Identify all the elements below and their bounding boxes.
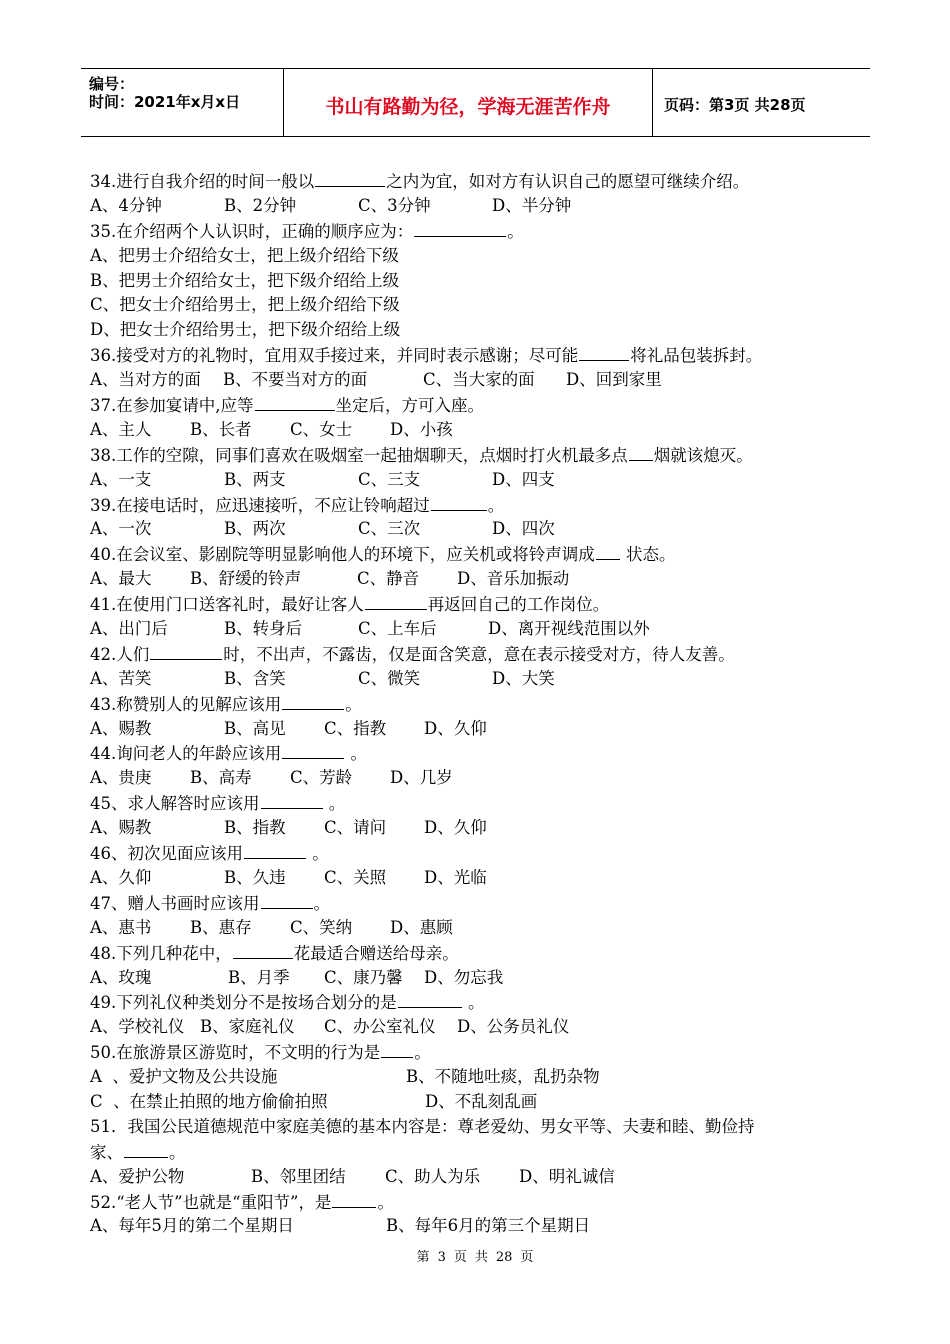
- option: B、高见: [224, 718, 286, 738]
- option: C、指教: [324, 718, 387, 738]
- option: A、主人: [90, 419, 152, 439]
- option: A、爱护公物: [90, 1166, 185, 1186]
- option: B、不随地吐痰，乱扔杂物: [406, 1067, 600, 1087]
- header-table: [81, 68, 870, 137]
- option: B、邻里团结: [251, 1166, 346, 1186]
- question-text: 43.称赞别人的见解应该用: [90, 694, 282, 714]
- answer-blank: [398, 990, 462, 1008]
- option: C、当大家的面: [423, 370, 535, 390]
- option: B、久违: [224, 867, 286, 887]
- option: B、不要当对方的面: [223, 370, 368, 390]
- answer-blank: [282, 692, 344, 710]
- question-text: 44.询问老人的年龄应该用: [90, 744, 282, 764]
- question-text: 35.在介绍两个人认识时，正确的顺序应为：: [90, 221, 414, 241]
- option: D、小孩: [390, 419, 453, 439]
- question-text: 。: [414, 1043, 431, 1063]
- option-row: [90, 468, 870, 493]
- option: D、半分钟: [492, 195, 572, 215]
- option: D、四支: [492, 469, 555, 489]
- document-time-label: 时间：2021年x月x日: [89, 93, 241, 111]
- option-row: [90, 966, 870, 991]
- option: C、助人为乐: [385, 1166, 481, 1186]
- option: A、当对方的面: [90, 370, 201, 390]
- option-row: [90, 617, 870, 642]
- option-row: [90, 866, 870, 891]
- option-row: [90, 916, 870, 941]
- question-text: 。: [345, 694, 362, 714]
- header-page-label: 页码：第3页 共28页: [664, 96, 806, 114]
- option: D、久仰: [424, 818, 487, 838]
- option: C、上车后: [358, 619, 437, 639]
- question-text: 38.工作的空隙，同事们喜欢在吸烟室一起抽烟聊天，点烟时打火机最多点: [90, 445, 628, 465]
- option: C、女士: [290, 419, 353, 439]
- answer-blank: [282, 741, 344, 759]
- question-stem: [90, 592, 870, 617]
- option: B、月季: [228, 967, 290, 987]
- question-text: 。: [462, 993, 485, 1013]
- option: B、含笑: [224, 668, 286, 688]
- question-stem: [90, 642, 870, 667]
- option: D、久仰: [424, 718, 487, 738]
- question-stem: [90, 443, 870, 468]
- option-row: [90, 1165, 870, 1190]
- answer-blank: [414, 219, 506, 237]
- question-text: 49.下列礼仪种类划分不是按场合划分的是: [90, 993, 397, 1013]
- question-stem: [90, 1140, 870, 1165]
- footer-text: 共: [474, 1250, 488, 1265]
- answer-blank: [150, 642, 222, 660]
- question-text: 将礼品包装拆封。: [630, 346, 763, 366]
- option: C 、在禁止拍照的地方偷偷拍照: [90, 1091, 328, 1111]
- option: B、每年6月的第三个星期日: [386, 1216, 591, 1236]
- question-text: 48.下列几种花中，: [90, 943, 232, 963]
- question-stem: [90, 692, 870, 717]
- option: D、勿忘我: [424, 967, 504, 987]
- header-info-cell: [81, 69, 284, 136]
- footer-total-pages: 28: [495, 1250, 513, 1265]
- option-row: [90, 418, 870, 443]
- question-text: 34.进行自我介绍的时间一般以: [90, 172, 315, 191]
- answer-blank: [365, 592, 427, 610]
- option-row: [90, 567, 870, 592]
- answer-blank: [261, 891, 313, 909]
- option: A、每年5月的第二个星期日: [90, 1216, 294, 1236]
- option: C、康乃馨: [324, 967, 403, 987]
- option: A、玫瑰: [90, 967, 152, 987]
- option-row: [90, 517, 870, 542]
- question-text: 39.在接电话时，应迅速接听，不应让铃响超过: [90, 495, 430, 515]
- answer-blank: [315, 169, 385, 187]
- option-row: [90, 1015, 870, 1040]
- option: B、两支: [224, 469, 286, 489]
- question-stem: [90, 841, 870, 866]
- footer-text: 第: [416, 1250, 430, 1265]
- question-stem: [90, 741, 870, 766]
- option: C、请问: [324, 818, 387, 838]
- option: C、静音: [357, 569, 420, 589]
- option: C、三支: [358, 469, 421, 489]
- option: A、最大: [90, 569, 152, 589]
- option-row: [90, 717, 870, 742]
- option: D、几岁: [390, 768, 453, 788]
- answer-blank: [124, 1140, 168, 1158]
- question-stem: [90, 219, 870, 244]
- question-text: 花最适合赠送给母亲。: [293, 943, 459, 963]
- option: D、音乐加振动: [457, 569, 570, 589]
- option: D、惠顾: [390, 917, 453, 937]
- question-stem: [90, 343, 870, 368]
- question-stem: [90, 1190, 870, 1215]
- option: B、长者: [190, 419, 252, 439]
- option: A、惠书: [90, 917, 152, 937]
- question-stem: [90, 941, 870, 966]
- question-list: [90, 169, 870, 1239]
- header-motto-cell: [284, 69, 653, 136]
- option-row: [90, 766, 870, 791]
- option-row: B、把男士介绍给女士，把下级介绍给上级: [90, 270, 400, 290]
- option: A、赐教: [90, 818, 152, 838]
- question-stem: [90, 169, 870, 194]
- option: C、办公室礼仪: [324, 1017, 436, 1037]
- option: A、4分钟: [90, 195, 162, 215]
- option: B、转身后: [224, 619, 303, 639]
- question-text: 46、初次见面应该用: [90, 844, 243, 864]
- document-number-label: 编号：: [89, 75, 135, 93]
- option: B、舒缓的铃声: [190, 569, 302, 589]
- option-row: [90, 1214, 870, 1239]
- question-stem: [90, 1040, 870, 1065]
- option: A、赐教: [90, 718, 152, 738]
- option-row: C、把女士介绍给男士，把上级介绍给下级: [90, 295, 400, 315]
- answer-blank: [255, 393, 335, 411]
- option-row: [90, 194, 870, 219]
- option: A、一次: [90, 519, 152, 539]
- footer-text: 页: [520, 1250, 534, 1265]
- option: C、微笑: [358, 668, 421, 688]
- question-stem: [90, 891, 870, 916]
- question-stem: 51．我国公民道德规范中家庭美德的基本内容是：尊老爱幼、男女平等、夫妻和睦、勤俭持: [90, 1116, 755, 1136]
- answer-blank: [381, 1040, 413, 1058]
- question-text: 。: [377, 1192, 394, 1212]
- option-row: [90, 1065, 870, 1090]
- question-text: 。: [487, 495, 505, 515]
- option-row: A、把男士介绍给女士，把上级介绍给下级: [90, 245, 399, 265]
- question-text: 37.在参加宴请中,应等: [90, 396, 254, 416]
- question-text: 烟就该熄灭。: [653, 445, 753, 465]
- option: D、大笑: [492, 668, 555, 688]
- option: C、芳龄: [290, 768, 353, 788]
- question-text: 。: [169, 1142, 186, 1162]
- question-text: 状态。: [620, 545, 676, 565]
- question-text: 之内为宜，如对方有认识自己的愿望可继续介绍。: [386, 172, 750, 191]
- question-stem: [90, 542, 870, 567]
- option: D、不乱刻乱画: [425, 1091, 538, 1111]
- question-text: 家、: [90, 1142, 123, 1162]
- question-text: 。: [507, 221, 524, 241]
- header-motto: 书山有路勤为径，学海无涯苦作舟: [325, 96, 611, 118]
- option: A、贵庚: [90, 768, 152, 788]
- option: D、公务员礼仪: [457, 1017, 570, 1037]
- question-stem: [90, 990, 870, 1015]
- question-text: 47、赠人书画时应该用: [90, 893, 260, 913]
- question-text: 52.“老人节”也就是“重阳节”，是: [90, 1192, 332, 1212]
- option: A、久仰: [90, 867, 152, 887]
- option-row: [90, 1090, 870, 1115]
- answer-blank: [431, 493, 487, 511]
- question-text: 。: [313, 893, 330, 913]
- option: D、回到家里: [566, 370, 662, 390]
- question-text: 50.在旅游景区游览时，不文明的行为是: [90, 1043, 381, 1063]
- option: B、2分钟: [224, 195, 297, 215]
- option: B、高寿: [190, 768, 252, 788]
- option: D、明礼诚信: [519, 1166, 615, 1186]
- question-text: 42.人们: [90, 644, 150, 664]
- question-stem: [90, 393, 870, 418]
- question-text: 45、求人解答时应该用: [90, 794, 260, 814]
- answer-blank: [261, 791, 323, 809]
- question-text: 。: [345, 744, 367, 764]
- footer-text: 页: [453, 1250, 467, 1265]
- option-row: [90, 368, 870, 393]
- footer-page-number: 3: [437, 1250, 446, 1265]
- option: A、苦笑: [90, 668, 152, 688]
- option: B、两次: [224, 519, 286, 539]
- option: B、指教: [224, 818, 286, 838]
- option: C、三次: [358, 519, 421, 539]
- option: C、3分钟: [358, 195, 431, 215]
- option-row: [90, 667, 870, 692]
- option: A、一支: [90, 469, 152, 489]
- option: B、家庭礼仪: [200, 1017, 295, 1037]
- question-text: 时，不出声，不露齿，仅是面含笑意，意在表示接受对方，待人友善。: [223, 644, 735, 664]
- answer-blank: [233, 941, 293, 959]
- option: D、离开视线范围以外: [488, 619, 650, 639]
- option: D、光临: [424, 867, 487, 887]
- option: A、学校礼仪: [90, 1017, 185, 1037]
- option-row: [90, 816, 870, 841]
- answer-blank: [579, 343, 629, 361]
- option: D、四次: [492, 519, 555, 539]
- option-row: D、把女士介绍给男士，把下级介绍给上级: [90, 320, 401, 340]
- question-text: 坐定后，方可入座。: [335, 396, 484, 416]
- question-text: 。: [307, 844, 329, 864]
- question-text: 。: [323, 794, 346, 814]
- answer-blank: [244, 841, 306, 859]
- question-text: 41.在使用门口送客礼时，最好让客人: [90, 595, 364, 615]
- option: C、笑纳: [290, 917, 353, 937]
- question-text: 40.在会议室、影剧院等明显影响他人的环境下，应关机或将铃声调成: [90, 545, 595, 565]
- answer-blank: [332, 1190, 376, 1208]
- answer-blank: [629, 443, 653, 461]
- option: A 、爱护文物及公共设施: [90, 1067, 278, 1087]
- question-text: 36.接受对方的礼物时，宜用双手接过来，并同时表示感谢；尽可能: [90, 346, 579, 366]
- option: A、出门后: [90, 619, 168, 639]
- option: B、惠存: [190, 917, 252, 937]
- answer-blank: [596, 542, 620, 560]
- question-stem: [90, 493, 870, 518]
- page-footer: [0, 1246, 950, 1265]
- header-page-cell: [653, 69, 870, 136]
- question-stem: [90, 791, 870, 816]
- question-text: 再返回自己的工作岗位。: [427, 595, 610, 615]
- option: C、关照: [324, 867, 387, 887]
